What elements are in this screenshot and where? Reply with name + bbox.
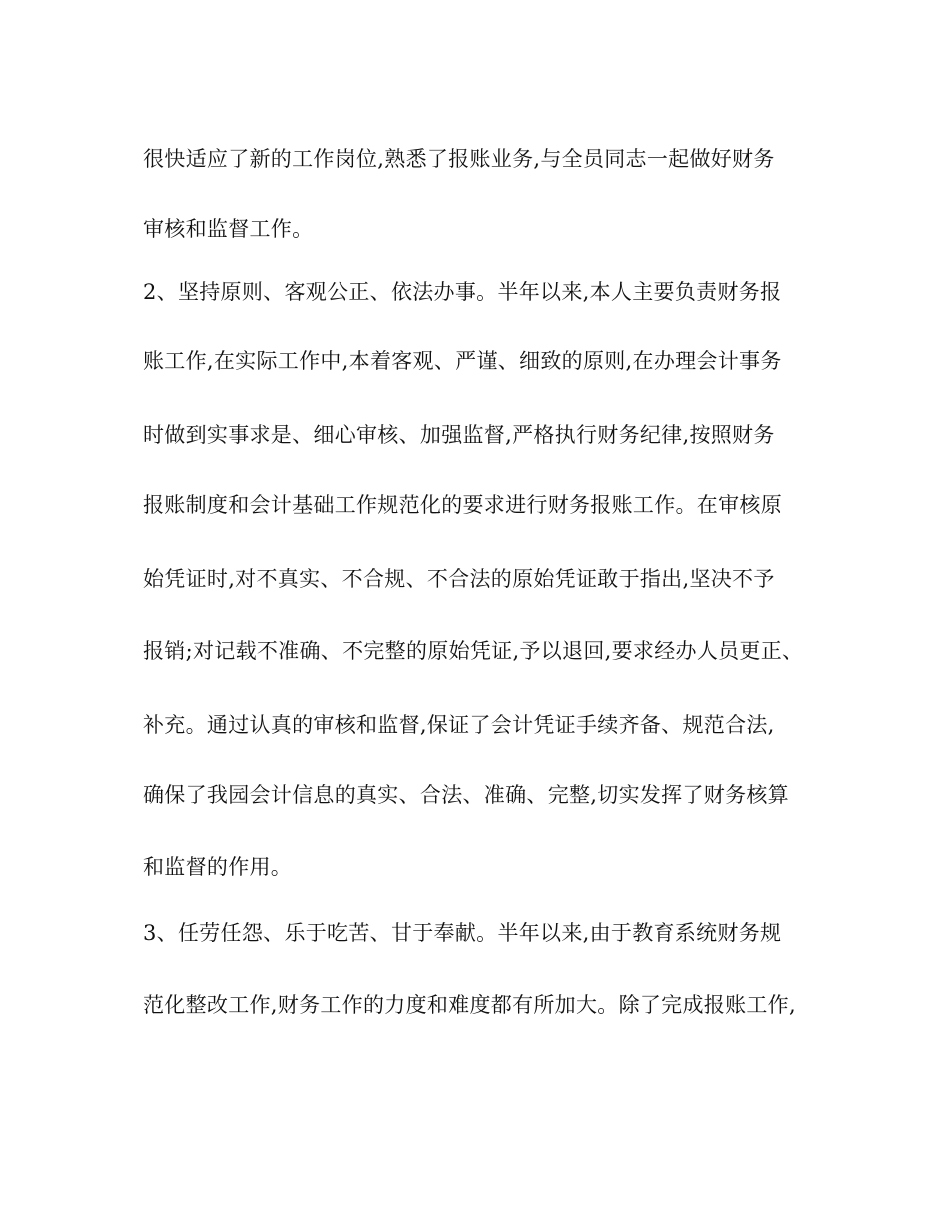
text-line-1: 很快适应了新的工作岗位,熟悉了报账业务,与全员同志一起做好财务 xyxy=(143,147,775,171)
text-line-7: 始凭证时,对不真实、不合规、不合法的原始凭证敢于指出,坚决不予 xyxy=(143,567,775,591)
text-line-4: 账工作,在实际工作中,本着客观、严谨、细致的原则,在办理会计事务 xyxy=(143,349,782,373)
text-line-6: 报账制度和会计基础工作规范化的要求进行财务报账工作。在审核原 xyxy=(143,493,782,517)
text-line-10: 确保了我园会计信息的真实、合法、准确、完整,切实发挥了财务核算 xyxy=(143,783,789,807)
text-line-3: 2、坚持原则、客观公正、依法办事。半年以来,本人主要负责财务报 xyxy=(143,280,782,304)
text-line-9: 补充。通过认真的审核和监督,保证了会计凭证手续齐备、规范合法, xyxy=(143,713,775,737)
text-line-8: 报销;对记载不准确、不完整的原始凭证,予以退回,要求经办人员更正、 xyxy=(143,639,804,663)
text-line-11: 和监督的作用。 xyxy=(143,855,293,879)
text-line-12: 3、任劳任怨、乐于吃苦、甘于奉献。半年以来,由于教育系统财务规 xyxy=(143,921,782,945)
text-line-5: 时做到实事求是、细心审核、加强监督,严格执行财务纪律,按照财务 xyxy=(143,423,775,447)
text-line-2: 审核和监督工作。 xyxy=(143,217,314,241)
text-line-13: 范化整改工作,财务工作的力度和难度都有所加大。除了完成报账工作, xyxy=(143,993,796,1017)
